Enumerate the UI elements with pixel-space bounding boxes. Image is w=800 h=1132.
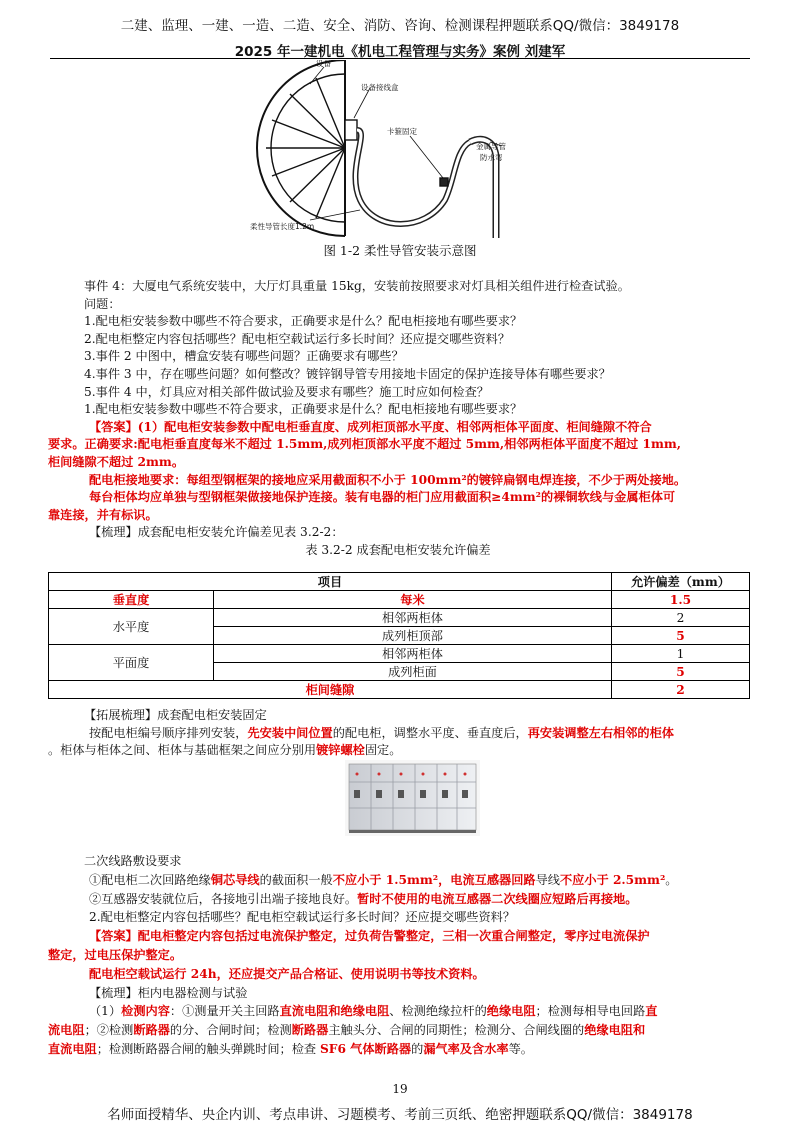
- cell-adjacent-1: 相邻两柜体: [214, 609, 612, 627]
- ext-l2a: 。柜体与柜体之间、柜体与基础框架之间应分别用: [48, 743, 317, 758]
- wiring-l1f: 电流互感器回路: [450, 872, 536, 887]
- cell-gap: 柜间缝隙: [49, 681, 612, 699]
- th-item: 项目: [49, 573, 612, 591]
- test-l1f: 绝缘电阻: [486, 1004, 536, 1019]
- test-l3f: 等。: [508, 1041, 533, 1056]
- wiring-l1h: 不应小于 2.5mm²: [559, 872, 666, 887]
- cell-val-4: 1: [611, 645, 749, 663]
- cell-adjacent-2: 相邻两柜体: [214, 645, 612, 663]
- wiring-l1d: 不应小于 1.5mm²: [332, 872, 439, 887]
- test-l1b: 检测内容: [121, 1004, 170, 1019]
- cell-row-top: 成列柜顶部: [214, 627, 612, 645]
- ext-l1b: 先安装中间位置: [247, 725, 333, 740]
- footer-contact: 名师面授精华、央企内训、考点串讲、习题模考、考前三页纸、绝密押题联系QQ/微信：3849178: [107, 1107, 693, 1123]
- answer2-trial-run: 配电柜空载试运行 24h，还应提交产品合格证、使用说明书等技术资料。: [89, 966, 485, 981]
- cell-val-3: 5: [611, 627, 749, 645]
- switchgear-cabinet-photo: [345, 760, 480, 836]
- wiring-l1a: ①配电柜二次回路绝缘: [89, 872, 211, 887]
- wiring-l1c: 的截面积一般: [259, 872, 333, 887]
- label-clamp: 卡箍固定: [387, 127, 417, 136]
- cell-verticality: 垂直度: [49, 591, 214, 609]
- question-1-repeat: 1.配电柜安装参数中哪些不符合要求，正确要求是什么？配电柜接地有哪些要求？: [84, 402, 523, 417]
- questions-block: [48, 278, 744, 560]
- test-l2f: 主触头分、合闸的同期性；检测分、合闸线圈的: [328, 1023, 585, 1038]
- question-1: 1.配电柜安装参数中哪些不符合要求，正确要求是什么？配电柜接地有哪些要求？: [84, 314, 523, 329]
- test-l2b: ；②检测: [84, 1023, 134, 1038]
- question-5: 5.事件 4 中，灯具应对相关部件做试验及要求有哪些？施工时应如何检查？: [84, 384, 489, 399]
- question-4: 4.事件 3 中，存在哪些问题？如何整改？镀锌钢导管专用接地卡固定的保护连接导体有哪些要求？: [84, 366, 611, 381]
- table-caption: 表 3.2-2 成套配电柜安装允许偏差: [305, 542, 491, 557]
- question-2: 2.配电柜整定内容包括哪些？配电柜空载试运行多长时间？还应提交哪些资料？: [84, 331, 511, 346]
- table-header-row: [49, 573, 750, 591]
- test-l1a: （1）: [89, 1004, 122, 1019]
- label-metal-conduit: 金属导管: [476, 142, 506, 151]
- wiring-l1i: 。: [665, 872, 678, 887]
- table-row: [49, 681, 750, 699]
- table-row: [49, 609, 750, 627]
- th-value: 允许偏差（mm）: [611, 573, 749, 591]
- cell-row-face: 成列柜面: [214, 663, 612, 681]
- test-l2d: 的分、合闸时间；检测: [169, 1023, 292, 1038]
- answer1-line1: 【答案】(1）配电柜安装参数中配电柜垂直度、成列柜顶部水平度、相邻两柜体平面度、柜间缝隙不符合: [89, 419, 652, 434]
- cell-flatness: 平面度: [49, 645, 214, 681]
- table-row: [49, 591, 750, 609]
- wiring-l2a: ②互感器安装就位后，各接地引出端子接地良好。: [89, 891, 358, 906]
- test-l3a: 直流电阻: [48, 1041, 97, 1056]
- test-l2g: 绝缘电阻和: [584, 1023, 646, 1038]
- test-l3b: ；检测断路器合闸的触头弹跳时间；检查: [96, 1041, 320, 1056]
- test-l2a: 流电阻: [48, 1023, 85, 1038]
- comb2: 【梳理】柜内电器检测与试验: [89, 985, 248, 1000]
- label-flex-length: 柔性导管长度1.2m: [250, 222, 315, 231]
- wiring-l1g: 导线: [535, 872, 560, 887]
- question-3: 3.事件 2 中图中，槽盒安装有哪些问题？正确要求有哪些？: [84, 349, 404, 364]
- cell-per-meter: 每米: [214, 591, 612, 609]
- ext-l1c: 的配电柜，调整水平度、垂直度后，: [332, 725, 528, 740]
- wiring-block: [48, 852, 749, 1059]
- label-junction-box: 设备接线盒: [361, 83, 399, 92]
- cell-val-5: 5: [611, 663, 749, 681]
- extension-block: [48, 707, 749, 760]
- wiring-l1e: ，: [438, 872, 451, 887]
- test-l1c: ：①测量开关主回路: [169, 1004, 280, 1019]
- test-l3d: 的: [411, 1041, 424, 1056]
- test-l1e: 、检测绝缘拉杆的: [389, 1004, 487, 1019]
- tolerance-table: [48, 572, 750, 699]
- header-contact: 二建、监理、一建、一造、二造、安全、消防、咨询、检测课程押题联系QQ/微信：3849178: [120, 18, 680, 34]
- answer1-line3: 柜间缝隙不超过 2mm。: [48, 454, 185, 469]
- cell-val-1: 1.5: [611, 591, 749, 609]
- test-l3c: SF6 气体断路器: [320, 1041, 412, 1056]
- ext-title: 【拓展梳理】成套配电柜安装固定: [84, 708, 267, 722]
- table-row: [49, 645, 750, 663]
- wiring-title: 二次线路敷设要求: [84, 854, 182, 868]
- figure-caption: 图 1-2 柔性导管安装示意图: [323, 243, 477, 258]
- flexible-conduit-diagram: [250, 60, 520, 240]
- comb1: 【梳理】成套配电柜安装允许偏差见表 3.2-2：: [89, 525, 344, 540]
- label-drip-bend: 防水弯: [480, 153, 503, 162]
- event4-text: 事件 4：大厦电气系统安装中，大厅灯具重量 15kg，安装前按照要求对灯具相关组件进行检查试验。: [84, 279, 630, 293]
- test-l3e: 漏气率及含水率: [423, 1041, 509, 1056]
- test-l2e: 断路器: [291, 1023, 329, 1038]
- test-l1g: ；检测每相导电回路: [535, 1004, 646, 1019]
- test-l1d: 直流电阻和绝缘电阻: [279, 1004, 390, 1019]
- answer2-line2: 整定，过电压保护整定。: [48, 947, 183, 962]
- ext-l2b: 镀锌螺栓: [316, 743, 365, 758]
- header-title: 2025 年一建机电《机电工程管理与实务》案例 刘建军: [234, 44, 566, 60]
- test-l2c: 断路器: [133, 1023, 170, 1038]
- ext-l2c: 固定。: [364, 743, 402, 758]
- ext-l1a: 按配电柜编号顺序排列安装，: [89, 725, 248, 740]
- cell-val-2: 2: [611, 609, 749, 627]
- answer1-line2: 要求。正确要求:配电柜垂直度每米不超过 1.5mm,成列柜顶部水平度不超过 5mm,相邻两柜体平面度不超过 1mm,: [48, 437, 681, 452]
- question-2-repeat: 2.配电柜整定内容包括哪些？配电柜空载试运行多长时间？还应提交哪些资料？: [89, 910, 516, 925]
- answer1-cabinet-line1: 每台柜体均应单独与型钢框架做接地保护连接。装有电器的柜门应用截面积≥4mm²的裸铜软线与金属柜体可: [89, 490, 676, 505]
- answer1-cabinet-line2: 靠连接，并有标识。: [48, 507, 158, 522]
- page-number: 19: [392, 1082, 408, 1096]
- cell-levelness: 水平度: [49, 609, 214, 645]
- cell-val-6: 2: [611, 681, 749, 699]
- header-divider: [50, 58, 750, 59]
- label-device: 设备: [316, 60, 331, 68]
- answer1-grounding: 配电柜接地要求：每组型钢框架的接地应采用截面积不小于 100mm²的镀锌扁钢电焊连接，不少于两处接地。: [89, 472, 687, 487]
- answer2-line1: 【答案】配电柜整定内容包括过电流保护整定，过负荷告警整定，三相一次重合闸整定，零序过电流保护: [89, 929, 650, 944]
- test-l1h: 直: [645, 1004, 658, 1019]
- wiring-l1b: 铜芯导线: [210, 872, 260, 887]
- questions-title: 问题：: [84, 296, 121, 311]
- wiring-l2b: 暂时不使用的电流互感器二次线圈应短路后再接地。: [357, 891, 638, 906]
- ext-l1d: 再安装调整左右相邻的柜体: [527, 725, 674, 740]
